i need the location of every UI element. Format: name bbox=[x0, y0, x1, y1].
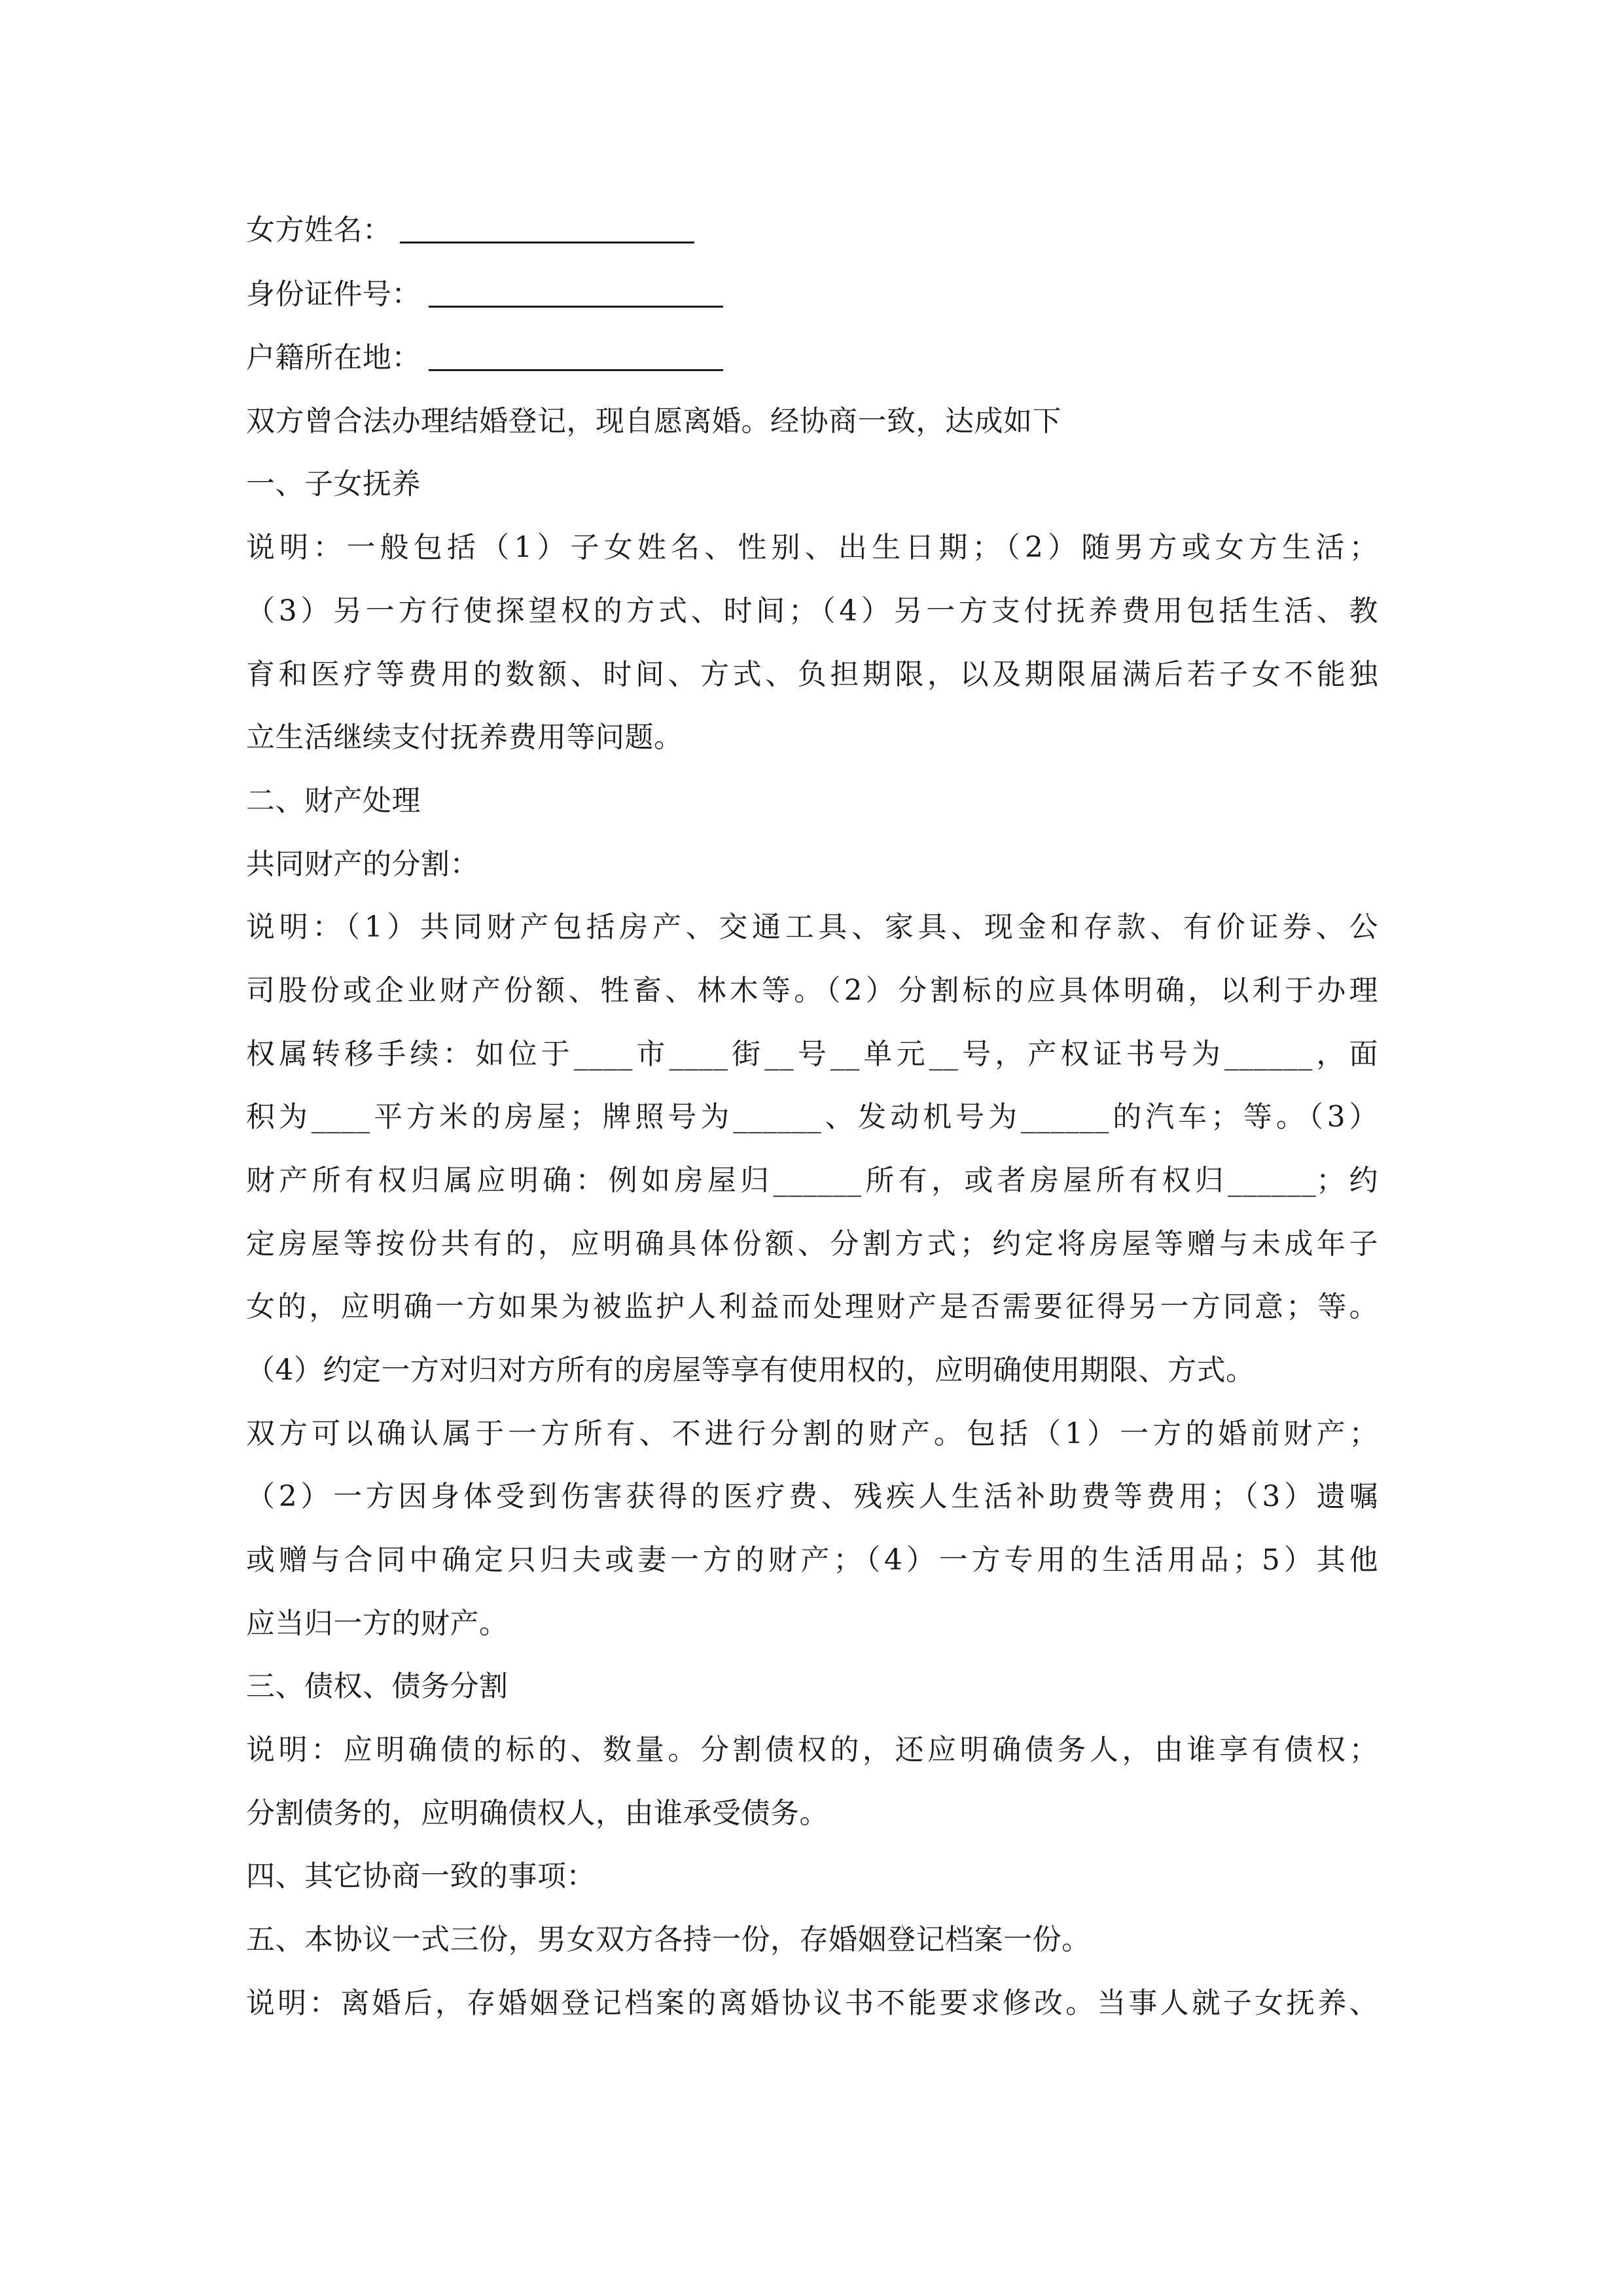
paragraph-line: 说明：（1）共同财产包括房产、交通工具、家具、现金和存款、有价证券、公 bbox=[246, 910, 1378, 944]
id-number-blank[interactable] bbox=[429, 276, 723, 308]
paragraph-line: 积为____平方米的房屋；牌照号为______、发动机号为______的汽车；等。（3） bbox=[246, 1100, 1378, 1134]
subheading-joint-property: 共同财产的分割： bbox=[246, 848, 479, 881]
paragraph-line: 定房屋等按份共有的，应明确具体份额、分割方式；约定将房屋等赠与未成年子 bbox=[246, 1227, 1378, 1261]
household-blank[interactable] bbox=[429, 339, 723, 371]
paragraph-line: 立生活继续支付抚养费用等问题。 bbox=[246, 721, 683, 754]
paragraph-line: 女的，应明确一方如果为被监护人利益而处理财产是否需要征得另一方同意；等。 bbox=[246, 1290, 1378, 1323]
female-name-label: 女方姓名： bbox=[246, 213, 392, 247]
household-row bbox=[246, 332, 723, 384]
section-heading-property: 二、财产处理 bbox=[246, 784, 421, 817]
paragraph-line: 分割债务的，应明确债权人，由谁承受债务。 bbox=[246, 1797, 829, 1830]
paragraph-line: （3）另一方行使探望权的方式、时间；（4）另一方支付抚养费用包括生活、教 bbox=[246, 594, 1378, 628]
id-number-label: 身份证件号： bbox=[246, 278, 421, 311]
paragraph-line: 育和医疗等费用的数额、时间、方式、负担期限，以及期限届满后若子女不能独 bbox=[246, 658, 1378, 691]
section-heading-copies: 五、本协议一式三份，男女双方各持一份，存婚姻登记档案一份。 bbox=[246, 1923, 1091, 1956]
paragraph-line: 说明：离婚后，存婚姻登记档案的离婚协议书不能要求修改。当事人就子女抚养、 bbox=[246, 1986, 1378, 2020]
paragraph-line: （2）一方因身体受到伤害获得的医疗费、残疾人生活补助费等费用；（3）遗嘱 bbox=[246, 1480, 1378, 1513]
id-number-row bbox=[246, 268, 723, 321]
paragraph-line: （4）约定一方对归对方所有的房屋等享有使用权的，应明确使用期限、方式。 bbox=[246, 1354, 1255, 1387]
female-name-row bbox=[246, 204, 694, 257]
paragraph-line: 说明：应明确债的标的、数量。分割债权的，还应明确债务人，由谁享有债权； bbox=[246, 1733, 1378, 1767]
paragraph-line: 财产所有权归属应明确：例如房屋归______所有，或者房屋所有权归______；约 bbox=[246, 1164, 1378, 1197]
household-label: 户籍所在地： bbox=[246, 341, 421, 374]
intro-text: 双方曾合法办理结婚登记，现自愿离婚。经协商一致，达成如下 bbox=[246, 404, 1061, 438]
section-heading-debts: 三、债权、债务分割 bbox=[246, 1670, 508, 1703]
female-name-blank[interactable] bbox=[400, 211, 694, 243]
paragraph-line: 应当归一方的财产。 bbox=[246, 1607, 508, 1640]
section-heading-child-support: 一、子女抚养 bbox=[246, 467, 421, 501]
paragraph-line: 双方可以确认属于一方所有、不进行分割的财产。包括（1）一方的婚前财产； bbox=[246, 1417, 1378, 1450]
section-heading-other-matters: 四、其它协商一致的事项： bbox=[246, 1859, 596, 1893]
paragraph-line: 权属转移手续：如位于____市____街__号__单元__号，产权证书号为______，面 bbox=[246, 1037, 1378, 1071]
paragraph-line: 或赠与合同中确定只归夫或妻一方的财产；（4）一方专用的生活用品；5）其他 bbox=[246, 1543, 1378, 1577]
paragraph-line: 说明：一般包括（1）子女姓名、性别、出生日期；（2）随男方或女方生活； bbox=[246, 531, 1378, 564]
paragraph-line: 司股份或企业财产份额、牲畜、林木等。（2）分割标的应具体明确，以利于办理 bbox=[246, 974, 1378, 1007]
